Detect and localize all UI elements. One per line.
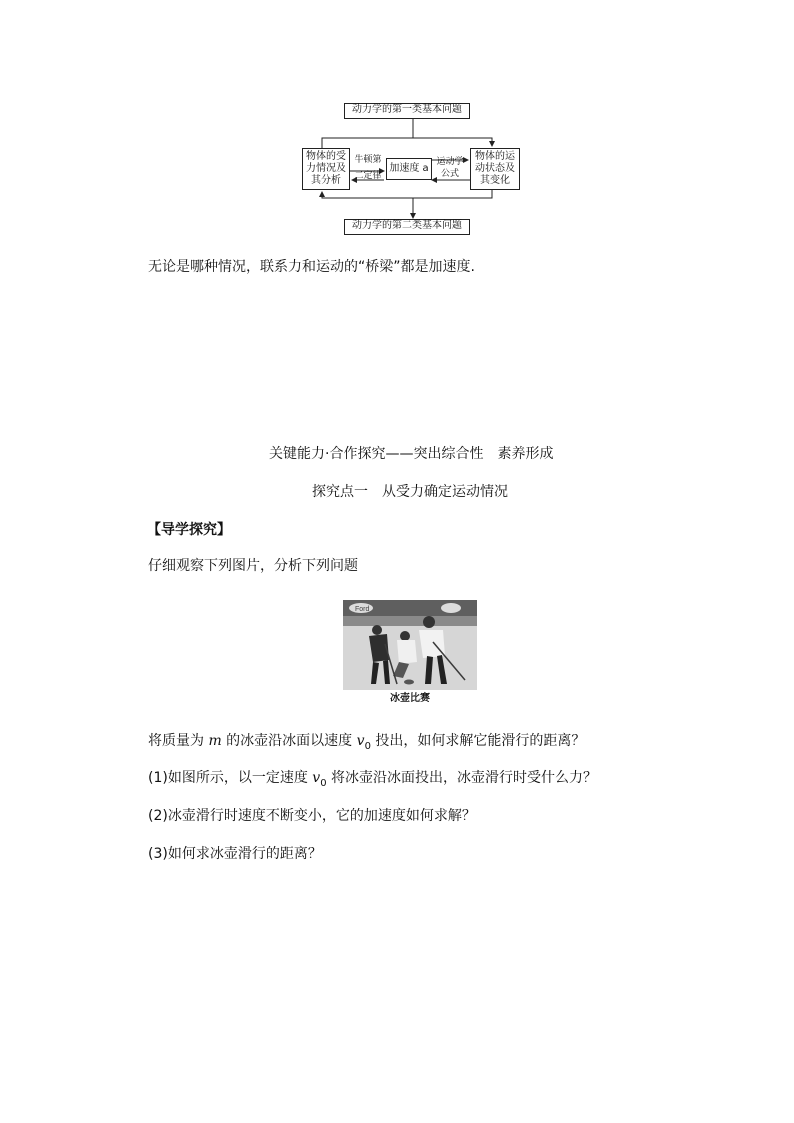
curling-photo	[343, 600, 477, 690]
diagram-left-box	[302, 148, 350, 190]
left-box-line-3: 其分析	[311, 175, 341, 186]
question-intro	[148, 731, 585, 757]
guide-label: 【导学探究】	[147, 522, 231, 538]
force-motion-diagram	[300, 100, 525, 236]
center-box-label: 加速度 a	[389, 163, 429, 174]
right-arrow-line-2: 公式	[440, 169, 459, 179]
intro-after-m: 的冰壶沿冰面以速度	[221, 733, 357, 749]
left-box-line-1: 物体的受	[306, 151, 346, 162]
question-3: (3)如何求冰壶滑行的距离？	[148, 846, 322, 862]
q1-after: 将冰壶沿冰面投出，冰壶滑行时受什么力？	[326, 770, 598, 786]
right-arrow-line-1: 运动学	[436, 157, 464, 167]
right-box-line-2: 动状态及	[475, 163, 515, 174]
intro-before-m: 将质量为	[148, 733, 209, 749]
question-2: (2)冰壶滑行时速度不断变小，它的加速度如何求解？	[148, 808, 476, 824]
left-arrow-line-1: 牛顿第	[354, 155, 382, 165]
photo-banner-text: Ford	[355, 606, 370, 613]
q1-before: (1)如图所示，以一定速度	[148, 770, 313, 786]
left-box-line-2: 力情况及	[306, 163, 346, 174]
curling-scene	[343, 600, 477, 690]
question-1	[148, 768, 597, 794]
section-title: 关键能力·合作探究——突出综合性 素养形成	[269, 446, 554, 462]
velocity-symbol: v	[356, 733, 365, 749]
photo-caption: 冰壶比赛	[390, 693, 430, 704]
diagram-right-box	[470, 148, 520, 190]
left-arrow-label	[352, 155, 384, 166]
bridge-paragraph: 无论是哪种情况，联系力和运动的“桥梁”都是加速度.	[148, 259, 475, 275]
observe-instruction: 仔细观察下列图片，分析下列问题	[148, 558, 358, 574]
right-box-line-1: 物体的运	[475, 151, 515, 162]
left-arrow-label-2	[352, 171, 384, 182]
diagram-bottom-box: 动力学的第二类基本问题	[344, 219, 470, 235]
velocity-subscript: 0	[364, 740, 371, 752]
q1-velocity-subscript: 0	[320, 777, 327, 789]
right-box-line-3: 其变化	[480, 175, 510, 186]
q1-velocity-symbol: v	[312, 770, 321, 786]
right-arrow-label	[432, 157, 468, 168]
mass-symbol: m	[208, 733, 222, 749]
diagram-center-box	[386, 158, 432, 180]
subsection-title: 探究点一 从受力确定运动情况	[312, 484, 508, 500]
left-arrow-line-2: 二定律	[354, 171, 382, 181]
diagram-top-box: 动力学的第一类基本问题	[344, 103, 470, 119]
right-arrow-label-2	[432, 169, 468, 180]
intro-after-v: 投出，如何求解它能滑行的距离？	[370, 733, 586, 749]
